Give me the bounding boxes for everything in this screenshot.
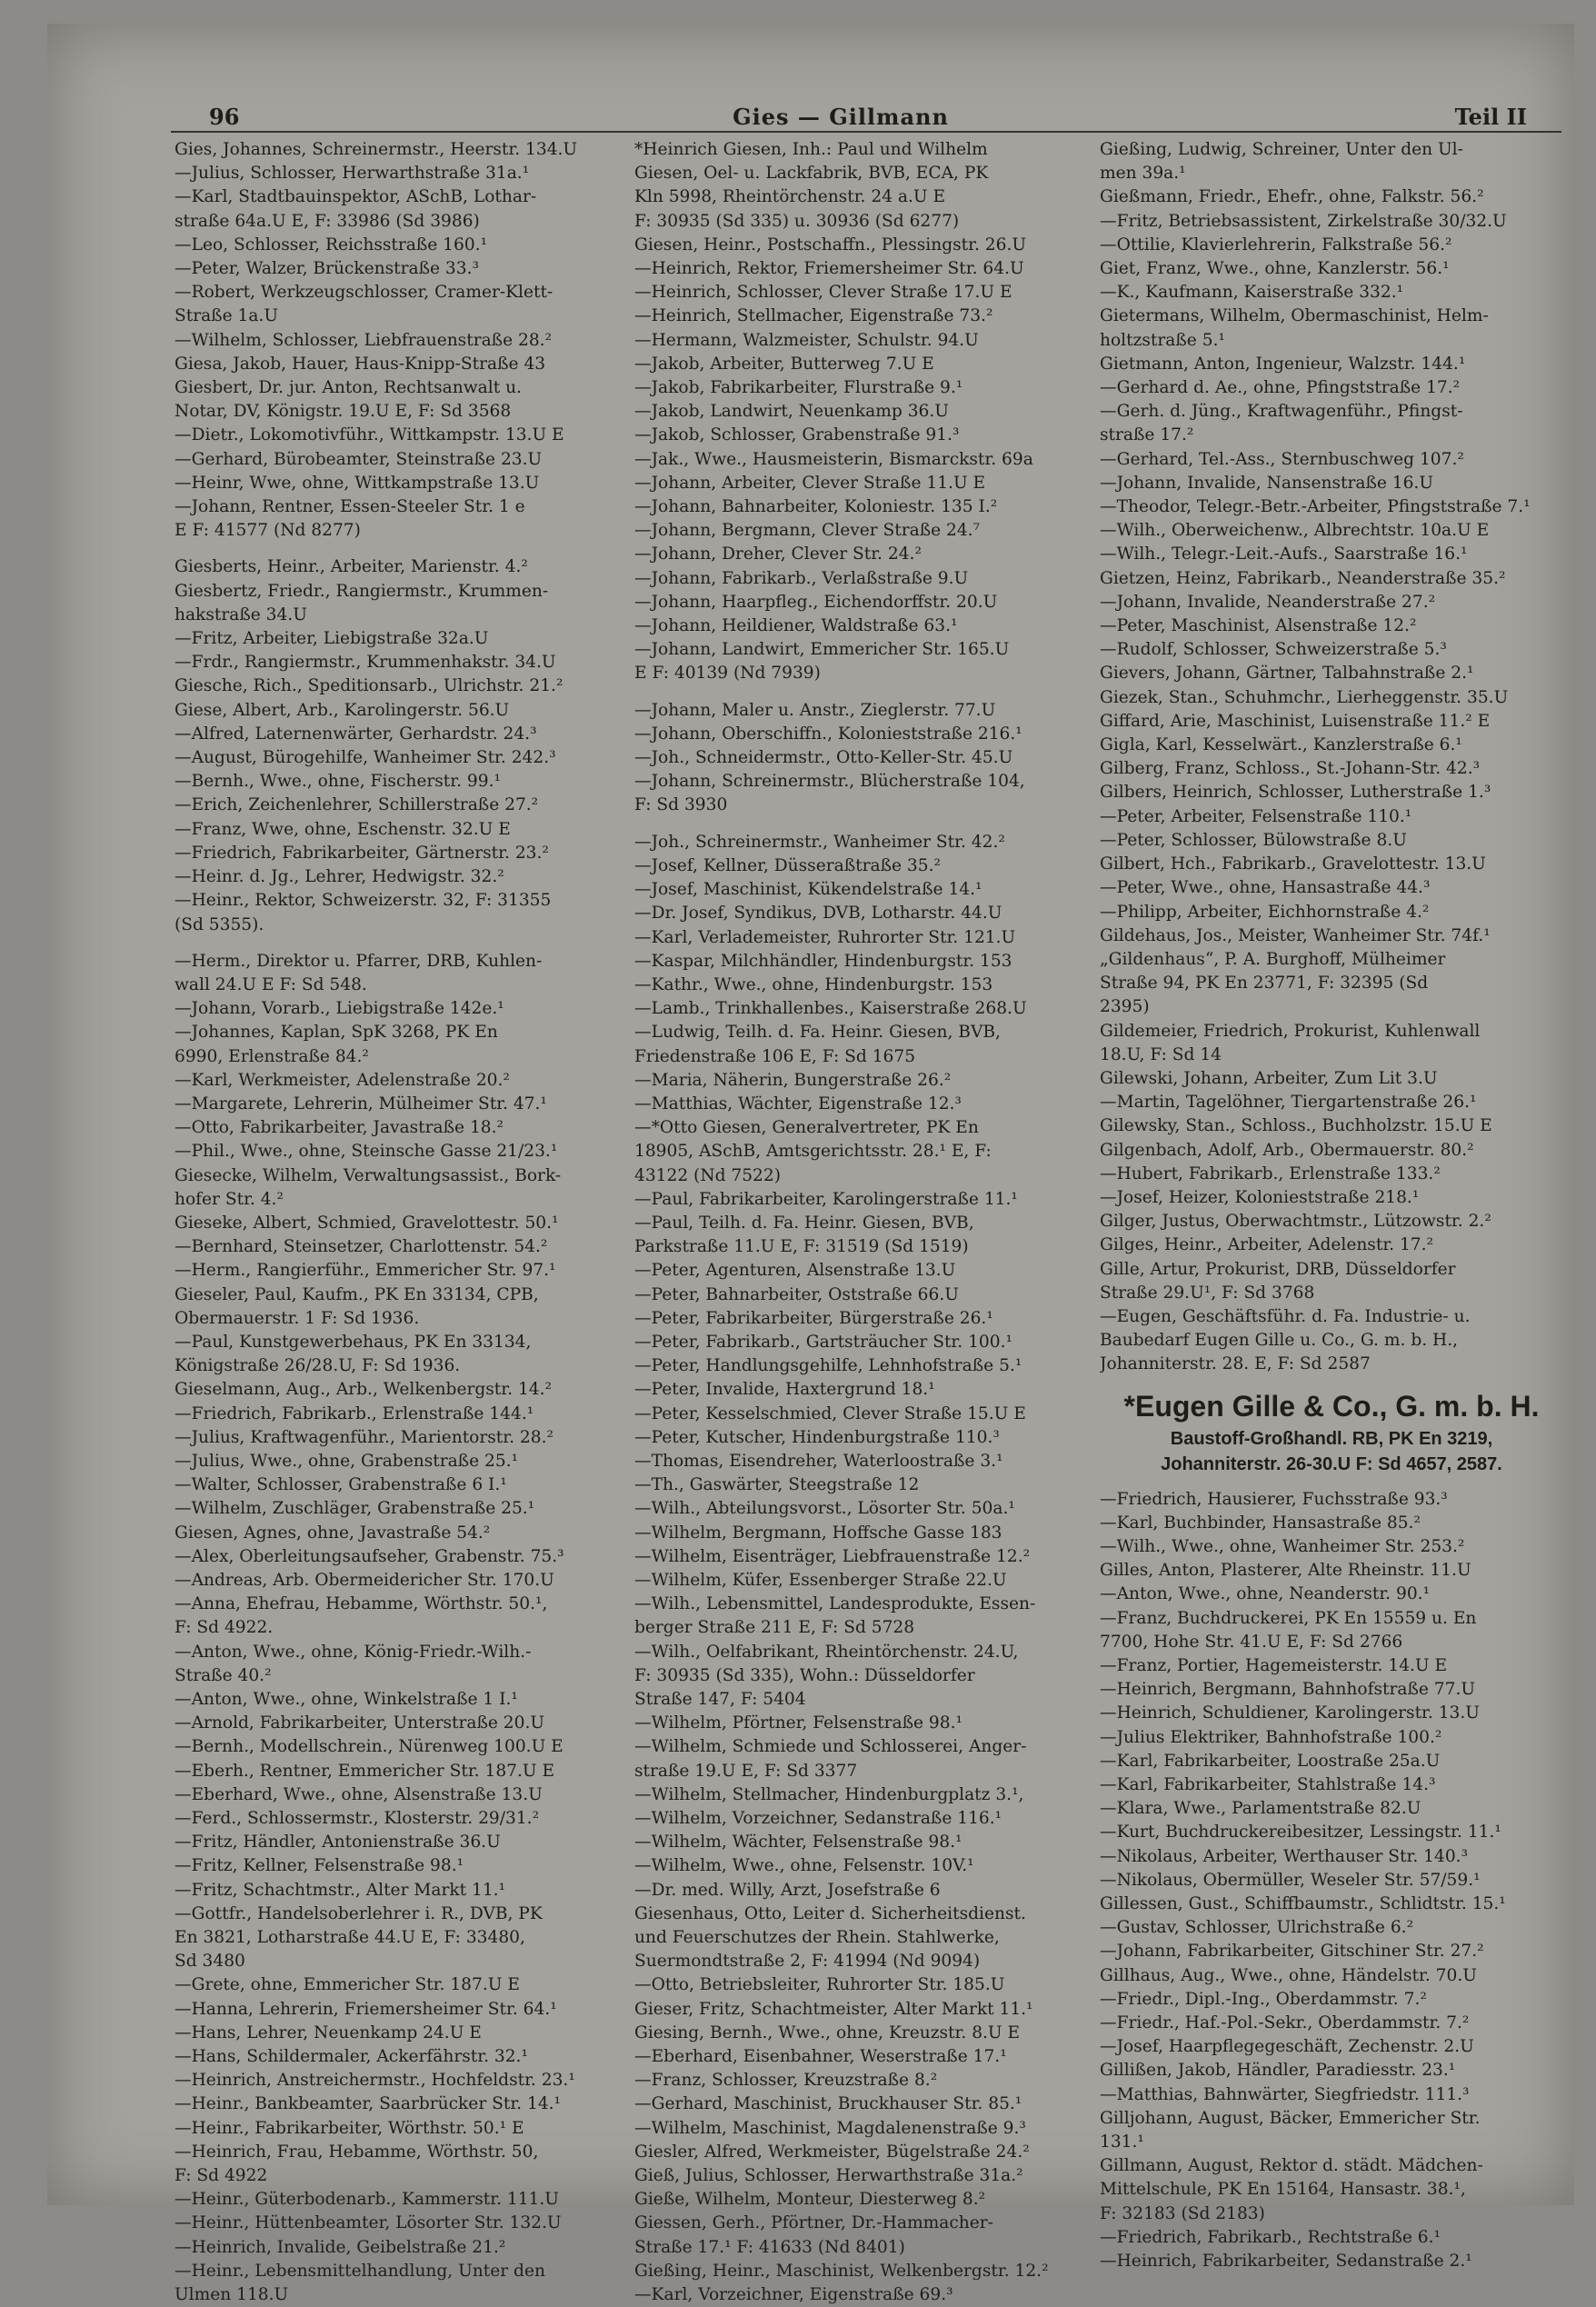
directory-entry: —Josef, Maschinist, Kükendelstraße 14.¹ <box>634 880 983 900</box>
directory-entry: Gilges, Heinr., Arbeiter, Adelenstr. 17.² <box>1100 1235 1434 1255</box>
directory-entry: (Sd 5355). <box>175 914 264 934</box>
directory-entry: straße 19.U E, F: Sd 3377 <box>634 1761 858 1781</box>
directory-entry: —Peter, Wwe., ohne, Hansastraße 44.³ <box>1100 878 1431 898</box>
directory-entry: —Arnold, Fabrikarbeiter, Unterstraße 20.U <box>175 1713 545 1733</box>
directory-entry: Giesa, Jakob, Hauer, Haus-Knipp-Straße 43 <box>175 354 546 374</box>
directory-entry: —Heinr., Bankbeamter, Saarbrücker Str. 14.¹ <box>175 2094 562 2114</box>
directory-entry: Gilger, Justus, Oberwachtmstr., Lützowstr. 2.² <box>1100 1212 1491 1232</box>
directory-entry: —Wilhelm, Zuschläger, Grabenstraße 25.¹ <box>175 1499 535 1519</box>
directory-entry: —Kurt, Buchdruckereibesitzer, Lessingstr. 11.¹ <box>1100 1823 1501 1843</box>
directory-entry: —Heinr. d. Jg., Lehrer, Hedwigstr. 32.² <box>175 867 504 887</box>
directory-entry: —Friedr., Dipl.-Ing., Oberdammstr. 7.² <box>1100 1989 1427 2009</box>
directory-entry: —Hermann, Walzmeister, Schulstr. 94.U <box>634 330 979 350</box>
directory-entry: —Philipp, Arbeiter, Eichhornstraße 4.² <box>1100 902 1430 922</box>
directory-entry: Friedenstraße 106 E, F: Sd 1675 <box>634 1046 916 1066</box>
directory-entry: —Gerhard, Tel.-Ass., Sternbuschweg 107.² <box>1100 449 1464 469</box>
column-3-bottom <box>1100 1488 1563 2274</box>
directory-entry: Giezek, Stan., Schuhmchr., Lierheggenstr. 35.U <box>1100 687 1509 707</box>
directory-entry: —Peter, Fabrikarb., Gartsträucher Str. 100.¹ <box>634 1332 1012 1352</box>
directory-entry: Gilberg, Franz, Schloss., St.-Johann-Str. 42.³ <box>1100 759 1481 779</box>
directory-entry: —Rudolf, Schlosser, Schweizerstraße 5.³ <box>1100 640 1447 660</box>
directory-entry: —Heinr, Wwe, ohne, Wittkampstraße 13.U <box>175 473 540 493</box>
directory-entry: —Karl, Werkmeister, Adelenstraße 20.² <box>175 1070 510 1090</box>
directory-entry: Giesen, Oel- u. Lackfabrik, BVB, ECA, PK <box>634 164 989 184</box>
directory-entry: F: Sd 4922 <box>175 2166 268 2186</box>
directory-entry: —Jakob, Fabrikarbeiter, Flurstraße 9.¹ <box>634 378 963 398</box>
directory-entry: —Martin, Tagelöhner, Tiergartenstraße 26.¹ <box>1100 1093 1477 1113</box>
directory-entry: —Karl, Fabrikarbeiter, Loostraße 25a.U <box>1100 1751 1441 1771</box>
directory-entry: —Johann, Schreinermstr., Blücherstraße 104, <box>634 772 1025 792</box>
directory-entry: —Nikolaus, Obermüller, Weseler Str. 57/59.¹ <box>1100 1870 1481 1890</box>
directory-entry: —Friedr., Haf.-Pol.-Sekr., Oberdammstr. 7.² <box>1100 2013 1470 2033</box>
directory-entry: F: 32183 (Sd 2183) <box>1100 2203 1265 2223</box>
directory-entry: —Hans, Schildermaler, Ackerfährstr. 32.¹ <box>175 2047 528 2067</box>
directory-entry: holtzstraße 5.¹ <box>1100 330 1225 350</box>
directory-entry: Giese, Albert, Arb., Karolingerstr. 56.U <box>175 700 510 720</box>
directory-entry: —Peter, Kutscher, Hindenburgstraße 110.³ <box>634 1427 1000 1447</box>
directory-entry: —Franz, Buchdruckerei, PK En 15559 u. En <box>1100 1608 1477 1628</box>
directory-entry: Giesbertz, Friedr., Rangiermstr., Krummen- <box>175 581 549 601</box>
directory-entry: —Paul, Fabrikarbeiter, Karolingerstraße 11.¹ <box>634 1189 1018 1209</box>
directory-entry: —Heinrich, Schuldiener, Karolingerstr. 13.U <box>1100 1703 1480 1723</box>
directory-entry: Baubedarf Eugen Gille u. Co., G. m. b. H., <box>1100 1331 1459 1351</box>
page-number: 96 <box>209 104 240 130</box>
directory-entry: Gillmann, August, Rektor d. städt. Mädchen- <box>1100 2156 1483 2176</box>
directory-entry: —Peter, Handlungsgehilfe, Lehnhofstraße 5.¹ <box>634 1356 1022 1376</box>
directory-entry: —Gerhard, Maschinist, Bruckhauser Str. 85.¹ <box>634 2094 1022 2114</box>
directory-entry: —Friedrich, Fabrikarbeiter, Gärtnerstr. 23.² <box>175 843 549 863</box>
directory-entry: Gies, Johannes, Schreinermstr., Heerstr. 134.U <box>175 140 578 159</box>
directory-entry: —Eberh., Rentner, Emmericher Str. 187.U E <box>175 1761 555 1781</box>
directory-entry: —Theodor, Telegr.-Betr.-Arbeiter, Pfingststraße 7.¹ <box>1100 497 1531 517</box>
directory-entry: —Heinrich, Schlosser, Clever Straße 17.U E <box>634 283 1012 303</box>
directory-entry: —Anna, Ehefrau, Hebamme, Wörthstr. 50.¹, <box>175 1594 548 1614</box>
directory-entry: —Johann, Maler u. Anstr., Zieglerstr. 77.U <box>634 700 996 720</box>
directory-entry: —Hanna, Lehrerin, Friemersheimer Str. 64.¹ <box>175 1999 557 2019</box>
directory-entry: —Gerhard d. Ae., ohne, Pfingststraße 17.² <box>1100 378 1461 398</box>
directory-entry: 43122 (Nd 7522) <box>634 1165 781 1185</box>
directory-entry: —Kathr., Wwe., ohne, Hindenburgstr. 153 <box>634 974 993 994</box>
directory-entry: Gietermans, Wilhelm, Obermaschinist, Helm- <box>1100 306 1489 326</box>
directory-entry: —Wilhelm, Maschinist, Magdalenenstraße 9.³ <box>634 2118 1026 2138</box>
directory-entry: Giffard, Arie, Maschinist, Luisenstraße 11.² E <box>1100 711 1491 731</box>
directory-entry: 2395) <box>1100 997 1150 1017</box>
directory-entry: —K., Kaufmann, Kaiserstraße 332.¹ <box>1100 283 1404 303</box>
directory-entry: —Wilh., Wwe., ohne, Wanheimer Str. 253.² <box>1100 1536 1465 1556</box>
directory-entry: —Hubert, Fabrikarb., Erlenstraße 133.² <box>1100 1163 1441 1183</box>
directory-entry: —Wilhelm, Vorzeichner, Sedanstraße 116.¹ <box>634 1809 1002 1829</box>
directory-entry: —Heinrich, Bergmann, Bahnhofstraße 77.U <box>1100 1680 1476 1700</box>
directory-entry: —Heinr., Hüttenbeamter, Lösorter Str. 132.U <box>175 2213 562 2233</box>
directory-entry: Giesecke, Wilhelm, Verwaltungsassist., Bork- <box>175 1165 562 1185</box>
directory-entry: Mittelschule, PK En 15164, Hansastr. 38.¹, <box>1100 2180 1466 2200</box>
directory-entry: —Wilh., Abteilungsvorst., Lösorter Str. 50a.¹ <box>634 1499 1015 1519</box>
directory-entry: —Wilh., Oberweichenw., Albrechtstr. 10a.U E <box>1100 521 1490 541</box>
directory-entry: Straße 147, F: 5404 <box>634 1690 806 1709</box>
directory-entry: —Paul, Kunstgewerbehaus, PK En 33134, <box>175 1332 532 1352</box>
part-label: Teil II <box>1454 104 1527 130</box>
directory-entry: —Peter, Maschinist, Alsenstraße 12.² <box>1100 616 1417 636</box>
column-2 <box>634 138 1098 2307</box>
directory-entry: Notar, DV, Königstr. 19.U E, F: Sd 3568 <box>175 402 512 422</box>
directory-entry: Gieße, Wilhelm, Monteur, Diesterweg 8.² <box>634 2190 986 2210</box>
directory-entry: 6990, Erlenstraße 84.² <box>175 1046 369 1066</box>
directory-entry: —Heinr., Lebensmittelhandlung, Unter den <box>175 2261 545 2281</box>
directory-entry: straße 64a.U E, F: 33986 (Sd 3986) <box>175 211 480 231</box>
directory-entry: —Jakob, Arbeiter, Butterweg 7.U E <box>634 354 934 374</box>
directory-entry: Kln 5998, Rheintörchenstr. 24 a.U E <box>634 187 946 207</box>
directory-entry: —Wilh., Lebensmittel, Landesprodukte, Essen- <box>634 1594 1036 1614</box>
directory-entry: —Peter, Agenturen, Alsenstraße 13.U <box>634 1261 956 1281</box>
directory-entry: —Johann, Invalide, Nansenstraße 16.U <box>1100 473 1434 493</box>
directory-entry: —Maria, Näherin, Bungerstraße 26.² <box>634 1070 952 1090</box>
directory-entry: —Thomas, Eisendreher, Waterloostraße 3.¹ <box>634 1451 1003 1471</box>
directory-entry: Giesche, Rich., Speditionsarb., Ulrichstr. 21.² <box>175 676 564 696</box>
directory-entry: —Wilh., Telegr.-Leit.-Aufs., Saarstraße 16.¹ <box>1100 544 1468 564</box>
directory-entry: —Dr. Josef, Syndikus, DVB, Lotharstr. 44.U <box>634 904 1002 924</box>
directory-entry: Gievers, Johann, Gärtner, Talbahnstraße 2.¹ <box>1100 664 1474 684</box>
directory-entry: F: Sd 4922. <box>175 1618 274 1638</box>
column-1 <box>175 138 640 2307</box>
entry-gap <box>634 686 1098 699</box>
directory-entry: —Eugen, Geschäftsführ. d. Fa. Industrie- u. <box>1100 1306 1471 1326</box>
directory-entry: —Wilhelm, Stellmacher, Hindenburgplatz 3.¹, <box>634 1784 1024 1804</box>
directory-entry: berger Straße 211 E, F: Sd 5728 <box>634 1618 915 1638</box>
directory-entry: —Fritz, Händler, Antonienstraße 36.U <box>175 1833 501 1853</box>
directory-entry: —Julius, Wwe., ohne, Grabenstraße 25.¹ <box>175 1451 519 1471</box>
directory-entry: Gilbert, Hch., Fabrikarb., Gravelottestr. 13.U <box>1100 854 1486 874</box>
directory-entry: —Johann, Heildiener, Waldstraße 63.¹ <box>634 616 958 636</box>
directory-entry: En 3821, Lotharstraße 44.U E, F: 33480, <box>175 1928 525 1948</box>
directory-entry: —Wilhelm, Schlosser, Liebfrauenstraße 28.² <box>175 330 553 350</box>
directory-entry: —Ludwig, Teilh. d. Fa. Heinr. Giesen, BVB, <box>634 1023 1001 1043</box>
directory-entry: —Wilhelm, Schmiede und Schlosserei, Anger- <box>634 1737 1027 1757</box>
directory-entry: —Robert, Werkzeugschlosser, Cramer-Klett- <box>175 283 554 303</box>
directory-entry: Suermondtstraße 2, F: 41994 (Nd 9094) <box>634 1952 981 1972</box>
directory-entry: Gilgenbach, Adolf, Arb., Obermauerstr. 80.² <box>1100 1140 1474 1160</box>
entry-gap <box>175 937 640 950</box>
directory-entry: Gieser, Fritz, Schachtmeister, Alter Markt 11.¹ <box>634 1999 1033 2019</box>
directory-entry: F: 30935 (Sd 335), Wohn.: Düsseldorfer <box>634 1665 975 1685</box>
directory-entry: —Johann, Arbeiter, Clever Straße 11.U E <box>634 473 986 493</box>
directory-entry: —Johann, Vorarb., Liebigstraße 142e.¹ <box>175 999 504 1019</box>
directory-entry: —Johann, Invalide, Neanderstraße 27.² <box>1100 592 1436 612</box>
directory-entry: —Wilhelm, Bergmann, Hoffsche Gasse 183 <box>634 1523 1002 1543</box>
directory-entry: —Karl, Vorzeichner, Eigenstraße 69.³ <box>634 2285 953 2305</box>
directory-entry: Straße 17.¹ F: 41633 (Nd 8401) <box>634 2237 905 2257</box>
directory-entry: Gilewsky, Stan., Schloss., Buchholzstr. 15.U E <box>1100 1116 1492 1136</box>
directory-entry: —Heinrich, Invalide, Geibelstraße 21.² <box>175 2237 506 2257</box>
directory-entry: Straße 40.² <box>175 1665 272 1685</box>
directory-entry: hofer Str. 4.² <box>175 1189 284 1209</box>
page-title: Gies — Gillmann <box>733 104 949 130</box>
directory-entry: Gildehaus, Jos., Meister, Wanheimer Str. 74f.¹ <box>1100 925 1491 945</box>
directory-entry: —Matthias, Bahnwärter, Siegfriedstr. 111.³ <box>1100 2084 1470 2104</box>
directory-entry: —Peter, Bahnarbeiter, Oststraße 66.U <box>634 1284 959 1304</box>
directory-entry: —Alfred, Laternenwärter, Gerhardstr. 24.³ <box>175 724 537 744</box>
directory-entry: 7700, Hohe Str. 41.U E, F: Sd 2766 <box>1100 1632 1403 1652</box>
directory-entry: F: 30935 (Sd 335) u. 30936 (Sd 6277) <box>634 211 960 231</box>
directory-entry: Giesen, Agnes, ohne, Javastraße 54.² <box>175 1523 491 1543</box>
directory-entry: —Peter, Walzer, Brückenstraße 33.³ <box>175 259 479 279</box>
directory-entry: —Dr. med. Willy, Arzt, Josefstraße 6 <box>634 1880 941 1900</box>
directory-entry: men 39a.¹ <box>1100 164 1186 184</box>
directory-entry: Gieß, Julius, Schlosser, Herwarthstraße 31a.² <box>634 2166 1023 2186</box>
directory-entry: —Joh., Schneidermstr., Otto-Keller-Str. 45.U <box>634 748 1013 768</box>
directory-entry: —Josef, Kellner, Düsseraßtraße 35.² <box>634 855 941 875</box>
directory-entry: —Matthias, Wächter, Eigenstraße 12.³ <box>634 1094 962 1114</box>
directory-entry: —Friedrich, Fabrikarb., Rechtstraße 6.¹ <box>1100 2227 1441 2247</box>
directory-entry: —Hans, Lehrer, Neuenkamp 24.U E <box>175 2022 482 2042</box>
directory-entry: Gießing, Heinr., Maschinist, Welkenbergstr. 12.² <box>634 2261 1049 2281</box>
directory-entry: —Peter, Kesselschmied, Clever Straße 15.U E <box>634 1403 1026 1423</box>
directory-entry: —Johann, Bergmann, Clever Straße 24.⁷ <box>634 521 981 541</box>
directory-entry: —Johann, Bahnarbeiter, Koloniestr. 135 I.² <box>634 497 998 517</box>
directory-entry: Gillißen, Jakob, Händler, Paradiesstr. 23.¹ <box>1100 2061 1456 2081</box>
column-3 <box>1100 138 1563 2273</box>
directory-entry: straße 17.² <box>1100 425 1194 445</box>
directory-entry: —Bernh., Modellschrein., Nürenweg 100.U E <box>175 1737 564 1757</box>
directory-entry: —Fritz, Schachtmstr., Alter Markt 11.¹ <box>175 1880 506 1900</box>
ad-line: Johanniterstr. 26-30.U F: Sd 4657, 2587. <box>1161 1453 1502 1474</box>
directory-entry: —Karl, Stadtbauinspektor, ASchB, Lothar- <box>175 187 537 207</box>
directory-entry: Ulmen 118.U <box>175 2285 289 2305</box>
directory-entry: —Heinrich, Rektor, Friemersheimer Str. 64.U <box>634 259 1024 279</box>
page-header <box>118 98 1563 135</box>
directory-entry: Giesler, Alfred, Werkmeister, Bügelstraße 24.² <box>634 2142 1030 2162</box>
directory-entry: Giesenhaus, Otto, Leiter d. Sicherheitsdienst. <box>634 1903 1026 1923</box>
directory-entry: —Friedrich, Hausierer, Fuchsstraße 93.³ <box>1100 1489 1448 1509</box>
directory-entry: —*Otto Giesen, Generalvertreter, PK En <box>634 1118 979 1138</box>
directory-entry: —Julius, Kraftwagenführ., Marientorstr. 28.² <box>175 1427 554 1447</box>
directory-entry: —Karl, Verlademeister, Ruhrorter Str. 121.U <box>634 927 1016 947</box>
advertisement <box>1100 1386 1563 1477</box>
directory-entry: —Wilh., Oelfabrikant, Rheintörchenstr. 24.U, <box>634 1642 1019 1662</box>
directory-entry: —Bernhard, Steinsetzer, Charlottenstr. 54.² <box>175 1237 548 1257</box>
directory-entry: Gille, Artur, Prokurist, DRB, Düsseldorfer <box>1100 1259 1456 1279</box>
directory-entry: Gilljohann, August, Bäcker, Emmericher Str. <box>1100 2108 1481 2128</box>
directory-entry: —Bernh., Wwe., ohne, Fischerstr. 99.¹ <box>175 772 501 792</box>
directory-entry: —Wilhelm, Wwe., ohne, Felsenstr. 10V.¹ <box>634 1856 974 1876</box>
directory-entry: —Andreas, Arb. Obermeidericher Str. 170.U <box>175 1570 554 1590</box>
directory-entry: Gildemeier, Friedrich, Prokurist, Kuhlenwall <box>1100 1021 1481 1041</box>
directory-entry: —Josef, Heizer, Kolonieststraße 218.¹ <box>1100 1187 1420 1207</box>
directory-entry: Gilewski, Johann, Arbeiter, Zum Lit 3.U <box>1100 1068 1438 1088</box>
directory-entry: Giesen, Heinr., Postschaffn., Plessingstr. 26.U <box>634 235 1027 255</box>
directory-entry: Gießmann, Friedr., Ehefr., ohne, Falkstr. 56.² <box>1100 187 1484 207</box>
directory-entry: hakstraße 34.U <box>175 604 307 624</box>
ad-company-name: *Eugen Gille & Co., G. m. b. H. <box>1123 1389 1540 1423</box>
entry-gap <box>634 818 1098 831</box>
directory-entry: —Wilhelm, Wächter, Felsenstraße 98.¹ <box>634 1833 963 1853</box>
directory-entry: Gilbers, Heinrich, Schlosser, Lutherstraße 1.³ <box>1100 783 1491 803</box>
directory-entry: —Franz, Schlosser, Kreuzstraße 8.² <box>634 2071 938 2091</box>
directory-entry: —Herm., Direktor u. Pfarrer, DRB, Kuhlen- <box>175 951 543 971</box>
directory-entry: —Johann, Fabrikarbeiter, Gitschiner Str. 27.² <box>1100 1942 1484 1962</box>
directory-entry: —Otto, Betriebsleiter, Ruhrorter Str. 185.U <box>634 1975 1005 1995</box>
directory-entry: —Jak., Wwe., Hausmeisterin, Bismarckstr. 69a <box>634 449 1033 469</box>
directory-entry: —Margarete, Lehrerin, Mülheimer Str. 47.¹ <box>175 1094 547 1114</box>
directory-entry: —Johann, Rentner, Essen-Steeler Str. 1 e <box>175 497 525 517</box>
directory-entry: —Peter, Fabrikarbeiter, Bürgerstraße 26.¹ <box>634 1308 993 1328</box>
ad-line: Baustoff-Großhandl. RB, PK En 3219, <box>1170 1428 1493 1449</box>
column-3-top <box>1100 138 1563 1377</box>
directory-entry: Obermauerstr. 1 F: Sd 1936. <box>175 1308 420 1328</box>
directory-entry: —Franz, Portier, Hagemeisterstr. 14.U E <box>1100 1655 1448 1675</box>
directory-entry: 18905, ASchB, Amtsgerichtsstr. 28.¹ E, F: <box>634 1142 992 1162</box>
directory-entry: —Julius, Schlosser, Herwarthstraße 31a.¹ <box>175 164 530 184</box>
directory-entry: Gieselmann, Aug., Arb., Welkenbergstr. 14.² <box>175 1380 552 1400</box>
directory-entry: —Heinrich, Anstreichermstr., Hochfeldstr. 23.¹ <box>175 2071 575 2091</box>
directory-entry: Straße 29.U¹, F: Sd 3768 <box>1100 1283 1315 1303</box>
directory-entry: —Eberhard, Wwe., ohne, Alsenstraße 13.U <box>175 1784 543 1804</box>
directory-entry: —Johann, Haarpfleg., Eichendorffstr. 20.U <box>634 592 998 612</box>
directory-entry: —Wilhelm, Eisenträger, Liebfrauenstraße 12.² <box>634 1546 1031 1566</box>
directory-entry: 18.U, F: Sd 14 <box>1100 1044 1222 1064</box>
directory-entry: „Gildenhaus“, P. A. Burghoff, Mülheimer <box>1100 949 1446 969</box>
directory-entry: —Walter, Schlosser, Grabenstraße 6 I.¹ <box>175 1475 507 1495</box>
directory-entry: —Joh., Schreinermstr., Wanheimer Str. 42.² <box>634 832 1005 852</box>
directory-entry: —Heinrich, Frau, Hebamme, Wörthstr. 50, <box>175 2142 539 2162</box>
directory-entry: —Wilhelm, Küfer, Essenberger Straße 22.U <box>634 1570 1007 1590</box>
directory-entry: —Heinrich, Stellmacher, Eigenstraße 73.² <box>634 306 993 326</box>
directory-entry: —August, Bürogehilfe, Wanheimer Str. 242.³ <box>175 748 556 768</box>
directory-entry: —Johann, Oberschiffn., Kolonieststraße 216.¹ <box>634 724 1022 744</box>
directory-entry: Gieseke, Albert, Schmied, Gravelottestr. 50.¹ <box>175 1213 559 1233</box>
directory-entry: Gillessen, Gust., Schiffbaumstr., Schlidtstr. 15.¹ <box>1100 1894 1506 1914</box>
directory-entry: —Jakob, Landwirt, Neuenkamp 36.U <box>634 402 949 422</box>
directory-entry: Gillhaus, Aug., Wwe., ohne, Händelstr. 70.U <box>1100 1965 1477 1985</box>
directory-entry: —Anton, Wwe., ohne, Winkelstraße 1 I.¹ <box>175 1690 518 1709</box>
directory-entry: —Nikolaus, Arbeiter, Werthauser Str. 140.³ <box>1100 1846 1469 1866</box>
directory-entry: —Gustav, Schlosser, Ulrichstraße 6.² <box>1100 1918 1414 1938</box>
directory-entry: Königstraße 26/28.U, F: Sd 1936. <box>175 1356 461 1376</box>
directory-entry: Sd 3480 <box>175 1952 245 1972</box>
directory-entry: —Heinr., Güterbodenarb., Kammerstr. 111.U <box>175 2190 559 2210</box>
entry-gap <box>175 543 640 555</box>
directory-entry: Straße 94, PK En 23771, F: 32395 (Sd <box>1100 974 1429 994</box>
directory-entry: Gigla, Karl, Kesselwärt., Kanzlerstraße 6.¹ <box>1100 735 1462 755</box>
directory-entry: —Herm., Rangierführ., Emmericher Str. 97.¹ <box>175 1261 556 1281</box>
directory-entry: —Ferd., Schlossermstr., Klosterstr. 29/31.² <box>175 1809 540 1829</box>
directory-entry: —Karl, Buchbinder, Hansastraße 85.² <box>1100 1513 1421 1533</box>
directory-entry: —Fritz, Kellner, Felsenstraße 98.¹ <box>175 1856 464 1876</box>
directory-entry: Gilles, Anton, Plasterer, Alte Rheinstr. 11.U <box>1100 1561 1471 1581</box>
directory-entry: —Klara, Wwe., Parlamentstraße 82.U <box>1100 1799 1421 1819</box>
directory-entry: —Peter, Invalide, Haxtergrund 18.¹ <box>634 1380 935 1400</box>
directory-entry: —Leo, Schlosser, Reichsstraße 160.¹ <box>175 235 488 255</box>
directory-entry: —Gottfr., Handelsoberlehrer i. R., DVB, PK <box>175 1903 543 1923</box>
directory-entry: —Phil., Wwe., ohne, Steinsche Gasse 21/23.¹ <box>175 1142 558 1162</box>
directory-entry: —Erich, Zeichenlehrer, Schillerstraße 27.² <box>175 795 539 815</box>
directory-entry: Johanniterstr. 28. E, F: Sd 2587 <box>1100 1354 1371 1374</box>
directory-entry: wall 24.U E F: Sd 548. <box>175 974 367 994</box>
directory-entry: —Gerhard, Bürobeamter, Steinstraße 23.U <box>175 449 543 469</box>
directory-entry: Giesbert, Dr. jur. Anton, Rechtsanwalt u. <box>175 378 522 398</box>
directory-entry: E F: 41577 (Nd 8277) <box>175 521 361 541</box>
directory-entry: —Paul, Teilh. d. Fa. Heinr. Giesen, BVB, <box>634 1213 974 1233</box>
directory-entry: —Fritz, Arbeiter, Liebigstraße 32a.U <box>175 629 489 649</box>
directory-entry: —Jakob, Schlosser, Grabenstraße 91.³ <box>634 425 960 445</box>
directory-entry: —Wilhelm, Pförtner, Felsenstraße 98.¹ <box>634 1713 963 1733</box>
directory-entry: —Dietr., Lokomotivführ., Wittkampstr. 13.U E <box>175 425 564 445</box>
directory-entry: —Julius Elektriker, Bahnhofstraße 100.² <box>1100 1727 1442 1747</box>
directory-entry: Giesing, Bernh., Wwe., ohne, Kreuzstr. 8.U E <box>634 2022 1021 2042</box>
directory-entry: *Heinrich Giesen, Inh.: Paul und Wilhelm <box>634 140 988 159</box>
directory-entry: —Alex, Oberleitungsaufseher, Grabenstr. 75.³ <box>175 1546 564 1566</box>
directory-entry: Gieseler, Paul, Kaufm., PK En 33134, CPB, <box>175 1284 539 1304</box>
directory-entry: —Friedrich, Fabrikarb., Erlenstraße 144.¹ <box>175 1403 534 1423</box>
directory-entry: —Fritz, Betriebsassistent, Zirkelstraße 30/32.U <box>1100 211 1507 231</box>
directory-entry: —Franz, Wwe, ohne, Eschenstr. 32.U E <box>175 819 511 839</box>
directory-entry: Parkstraße 11.U E, F: 31519 (Sd 1519) <box>634 1237 969 1257</box>
directory-entry: F: Sd 3930 <box>634 795 728 815</box>
directory-entry: Giessen, Gerh., Pförtner, Dr.-Hammacher- <box>634 2213 993 2233</box>
directory-entry: —Peter, Arbeiter, Felsenstraße 110.¹ <box>1100 806 1412 826</box>
directory-entry: —Johann, Fabrikarb., Verlaßstraße 9.U <box>634 568 969 588</box>
header-rule <box>171 131 1561 133</box>
directory-entry: Straße 1a.U <box>175 306 279 326</box>
directory-entry: —Grete, ohne, Emmericher Str. 187.U E <box>175 1975 520 1995</box>
directory-entry: —Johann, Landwirt, Emmericher Str. 165.U <box>634 640 1010 660</box>
directory-entry: —Johann, Dreher, Clever Str. 24.² <box>634 544 922 564</box>
directory-entry: —Karl, Fabrikarbeiter, Stahlstraße 14.³ <box>1100 1775 1436 1794</box>
directory-entry: —Gerh. d. Jüng., Kraftwagenführ., Pfingst- <box>1100 402 1463 422</box>
directory-entry: —Otto, Fabrikarbeiter, Javastraße 18.² <box>175 1118 504 1138</box>
directory-entry: —Ottilie, Klavierlehrerin, Falkstraße 56.² <box>1100 235 1452 255</box>
directory-entry: —Th., Gaswärter, Steegstraße 12 <box>634 1475 920 1495</box>
directory-entry: —Heinr., Rektor, Schweizerstr. 32, F: 31355 <box>175 891 552 911</box>
directory-entry: Giet, Franz, Wwe., ohne, Kanzlerstr. 56.¹ <box>1100 259 1450 279</box>
directory-entry: Giesberts, Heinr., Arbeiter, Marienstr. 4.² <box>175 557 528 577</box>
directory-entry: Gietmann, Anton, Ingenieur, Walzstr. 144.¹ <box>1100 354 1466 374</box>
directory-entry: —Frdr., Rangiermstr., Krummenhakstr. 34.U <box>175 653 556 673</box>
directory-entry: Gietzen, Heinz, Fabrikarb., Neanderstraße 35.² <box>1100 568 1506 588</box>
directory-entry: 131.¹ <box>1100 2132 1144 2152</box>
directory-entry: —Peter, Schlosser, Bülowstraße 8.U <box>1100 830 1407 850</box>
directory-entry: E F: 40139 (Nd 7939) <box>634 664 821 684</box>
directory-entry: —Josef, Haarpflegegeschäft, Zechenstr. 2.U <box>1100 2037 1474 2057</box>
directory-entry: —Anton, Wwe., ohne, Neanderstr. 90.¹ <box>1100 1584 1431 1604</box>
directory-entry: —Lamb., Trinkhallenbes., Kaiserstraße 268.U <box>634 999 1027 1019</box>
directory-entry: und Feuerschutzes der Rhein. Stahlwerke, <box>634 1928 1000 1948</box>
directory-entry: —Kaspar, Milchhändler, Hindenburgstr. 153 <box>634 951 1012 971</box>
directory-entry: —Johannes, Kaplan, SpK 3268, PK En <box>175 1023 498 1043</box>
directory-entry: —Heinrich, Fabrikarbeiter, Sedanstraße 2.¹ <box>1100 2252 1472 2272</box>
directory-entry: Gießing, Ludwig, Schreiner, Unter den Ul- <box>1100 140 1463 159</box>
directory-entry: —Heinr., Fabrikarbeiter, Wörthstr. 50.¹ E <box>175 2118 524 2138</box>
directory-entry: —Eberhard, Eisenbahner, Weserstraße 17.¹ <box>634 2047 1007 2067</box>
directory-entry: —Anton, Wwe., ohne, König-Friedr.-Wilh.- <box>175 1642 532 1662</box>
